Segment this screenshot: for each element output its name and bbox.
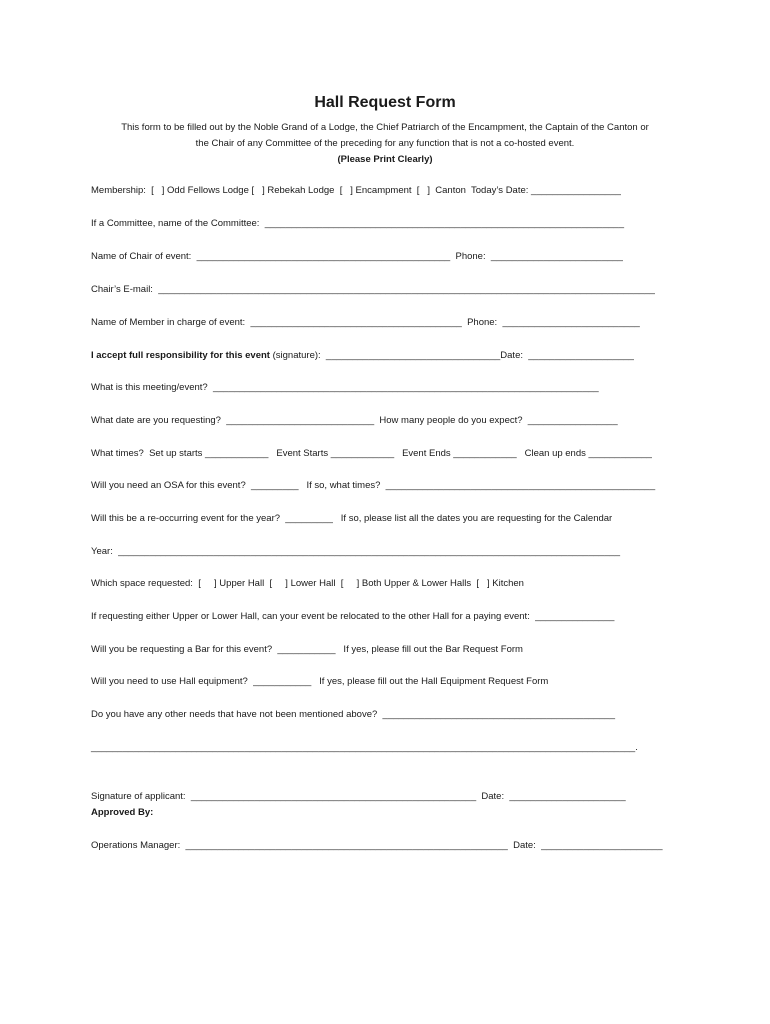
membership-line[interactable]: Membership: [ ] Odd Fellows Lodge [ ] Rebekah Lodge [ ] Encampment [ ] Canton Today’s Date: _________________ [91, 185, 621, 196]
responsibility-signature[interactable]: (signature): _________________________________Date: ____________________ [269, 350, 634, 361]
print-clearly-note: (Please Print Clearly) [337, 154, 433, 165]
meeting-line[interactable]: What is this meeting/event? _________________________________________________________________________ [91, 382, 599, 393]
relocate-line[interactable]: If requesting either Upper or Lower Hall, can your event be relocated to the other Hall for a paying event: _______________ [91, 611, 615, 622]
bar-line[interactable]: Will you be requesting a Bar for this event? ___________ If yes, please fill out the Bar Request Form [91, 644, 523, 655]
operations-manager-line[interactable]: Operations Manager: _____________________________________________________________ Date: _______________________ [91, 840, 663, 851]
responsibility-label: I accept full responsibility for this event [91, 350, 270, 361]
form-title: Hall Request Form [314, 94, 456, 111]
equipment-line[interactable]: Will you need to use Hall equipment? ___________ If yes, please fill out the Hall Equipment Request Form [91, 676, 549, 687]
chair-line[interactable]: Name of Chair of event: ________________________________________________ Phone: _________________________ [91, 251, 623, 262]
intro-line-2: the Chair of any Committee of the preceding for any function that is not a co-hosted event. [195, 138, 575, 149]
member-line[interactable]: Name of Member in charge of event: ________________________________________ Phone: __________________________ [91, 317, 640, 328]
signature-line[interactable]: Signature of applicant: ______________________________________________________ Date: ______________________ [91, 791, 626, 802]
other-needs-continuation[interactable]: _______________________________________________________________________________________________________. [91, 742, 638, 753]
times-line[interactable]: What times? Set up starts ____________ Event Starts ____________ Event Ends ____________ Clean up ends ____________ [91, 448, 652, 459]
email-line[interactable]: Chair’s E-mail: ______________________________________________________________________________________________ [91, 284, 655, 295]
year-line[interactable]: Year: _______________________________________________________________________________________________ [91, 546, 621, 557]
recurring-line[interactable]: Will this be a re-occurring event for the year? _________ If so, please list all the dates you are requesting for the Calendar [91, 513, 613, 524]
committee-line[interactable]: If a Committee, name of the Committee: ____________________________________________________________________ [91, 218, 624, 229]
date-request-line[interactable]: What date are you requesting? ____________________________ How many people do you expect? _________________ [91, 415, 618, 426]
osa-line[interactable]: Will you need an OSA for this event? _________ If so, what times? ___________________________________________________ [91, 480, 656, 491]
intro-text [70, 120, 700, 168]
space-line[interactable]: Which space requested: [ ] Upper Hall [ ] Lower Hall [ ] Both Upper & Lower Halls [ ] Kitchen [91, 578, 524, 589]
approved-by-label: Approved By: [91, 807, 154, 818]
responsibility-line[interactable] [91, 350, 634, 362]
other-needs-line[interactable]: Do you have any other needs that have not been mentioned above? ____________________________________________ [91, 709, 616, 720]
intro-line-1: This form to be filled out by the Noble Grand of a Lodge, the Chief Patriarch of the Encampment, the Captain of the Canton or [121, 122, 649, 133]
